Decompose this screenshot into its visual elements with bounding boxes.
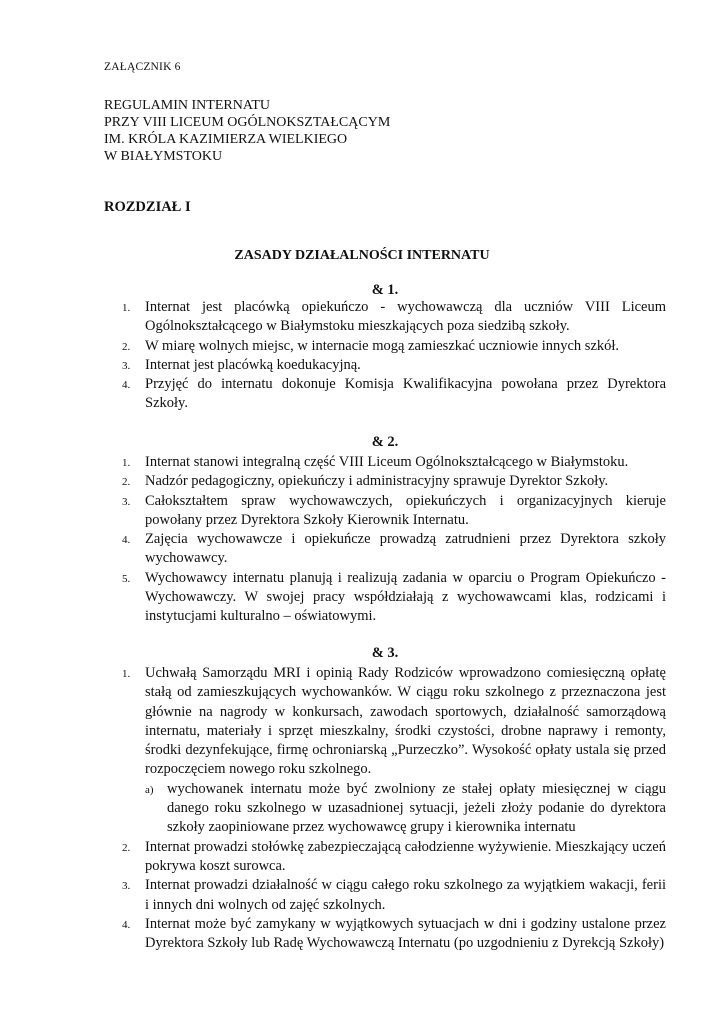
item-number: 4. xyxy=(122,379,131,392)
chapter-heading: ROZDZIAŁ I xyxy=(104,199,191,215)
sub-list xyxy=(145,780,666,838)
list-item xyxy=(104,876,666,915)
item-number: 3. xyxy=(122,880,131,893)
list-item xyxy=(104,375,666,414)
list-item xyxy=(104,472,666,491)
item-text: W miarę wolnych miejsc, w internacie mogą zamieszkać uczniowie innych szkół. xyxy=(145,337,620,354)
title-line: W BIAŁYMSTOKU xyxy=(104,149,223,164)
item-text: Internat jest placówką koedukacyjną. xyxy=(145,356,361,373)
section-heading: & 2. xyxy=(371,434,399,450)
item-number: 1. xyxy=(122,668,131,680)
item-text: Zajęcia wychowawcze i opiekuńcze prowadzą zatrudnieni przez Dyrektora szkoły wychowawcy. xyxy=(145,531,666,567)
section-2-list xyxy=(104,453,666,627)
section-heading: & 3. xyxy=(371,645,399,661)
list-item xyxy=(104,530,666,569)
section-heading: & 1. xyxy=(371,282,399,298)
item-number: 1. xyxy=(122,457,131,469)
item-text: Wychowawcy internatu planują i realizują zadania w oparciu o Program Opiekuńczo - Wychowawczy. W swojej pracy współdziałają z wychowawcami klas, rodzicami i instytucjami kulturalno – oświatowymi. xyxy=(145,569,666,625)
item-number: 5. xyxy=(122,572,131,585)
item-text: Całokształtem spraw wychowawczych, opiekuńczych i organizacyjnych kieruje powołany przez Dyrektora Szkoły Kierownik Internatu. xyxy=(145,492,666,528)
list-item xyxy=(104,915,666,954)
document-title xyxy=(104,97,390,165)
item-number: 3. xyxy=(122,495,131,508)
title-line: REGULAMIN INTERNATU xyxy=(104,98,271,113)
list-item xyxy=(104,569,666,627)
item-number: 2. xyxy=(122,476,131,489)
list-item xyxy=(104,356,666,375)
item-number: 1. xyxy=(122,302,131,314)
item-number: 4. xyxy=(122,918,131,931)
section-3-list xyxy=(104,664,666,953)
item-text: Internat prowadzi działalność w ciągu całego roku szkolnego za wyjątkiem wakacji, ferii i innych dni wolnych od zajęć szkolnych. xyxy=(145,877,666,913)
item-text: Internat prowadzi stołówkę zabezpieczającą całodzienne wyżywienie. Mieszkający uczeń pokrywa koszt surowca. xyxy=(145,838,666,874)
item-text: wychowanek internatu może być zwolniony ze stałej opłaty miesięcznej w ciągu danego roku szkolnego w uzasadnionej sytuacji, jeżeli złoży podanie do dyrektora szkoły zaopiniowane przez wychowawcę grupy i kierownika internatu xyxy=(167,780,666,836)
list-item xyxy=(104,337,666,356)
item-text: Uchwałą Samorządu MRI i opinią Rady Rodziców wprowadzono comiesięczną opłatę stałą od zamieszkujących wychowanków. W ciągu roku szkolnego z przeznaczona jest głównie na nagrody w konkursach, zawodach sportowych, działalność samorządową internatu, materiały i sprzęt mieszkalny, środki czystości, drobne naprawy i remonty, środki dezynfekujące, firmę ochroniarską „Purzeczko”. Wysokość opłaty ustala się przed rozpoczęciem nowego roku szkolnego. xyxy=(145,665,666,778)
item-number: 4. xyxy=(122,534,131,547)
list-item xyxy=(104,453,666,472)
title-line: PRZY VIII LICEUM OGÓLNOKSZTAŁCĄCYM xyxy=(104,115,391,130)
item-number: 3. xyxy=(122,359,131,372)
section-1-list xyxy=(104,298,666,414)
title-line: IM. KRÓLA KAZIMIERZA WIELKIEGO xyxy=(104,132,348,147)
item-text: Internat może być zamykany w wyjątkowych sytuacjach w dni i godziny ustalone przez Dyrektora Szkoły lub Radę Wychowawczą Internatu (po uzgodnieniu z Dyrekcją Szkoły) xyxy=(145,915,666,952)
list-item xyxy=(104,298,666,337)
list-item xyxy=(104,664,666,838)
rules-title: ZASADY DZIAŁALNOŚCI INTERNATU xyxy=(234,248,490,263)
item-text: Nadzór pedagogiczny, opiekuńczy i administracyjny sprawuje Dyrektor Szkoły. xyxy=(145,473,609,490)
item-text: Internat jest placówką opiekuńczo - wychowawczą dla uczniów VIII Liceum Ogólnokształcącego w Białymstoku mieszkających poza siedzibą szkoły. xyxy=(145,299,666,335)
list-item xyxy=(104,492,666,531)
item-text: Internat stanowi integralną część VIII Liceum Ogólnokształcącego w Białymstoku. xyxy=(145,454,629,470)
list-item xyxy=(104,838,666,877)
item-number: 2. xyxy=(122,841,131,854)
item-text: Przyjęć do internatu dokonuje Komisja Kwalifikacyjna powołana przez Dyrektora Szkoły. xyxy=(145,376,666,412)
item-number: 2. xyxy=(122,340,131,353)
attachment-label: ZAŁĄCZNIK 6 xyxy=(104,61,181,73)
item-number: a) xyxy=(145,783,154,796)
sub-list-item xyxy=(145,780,666,838)
